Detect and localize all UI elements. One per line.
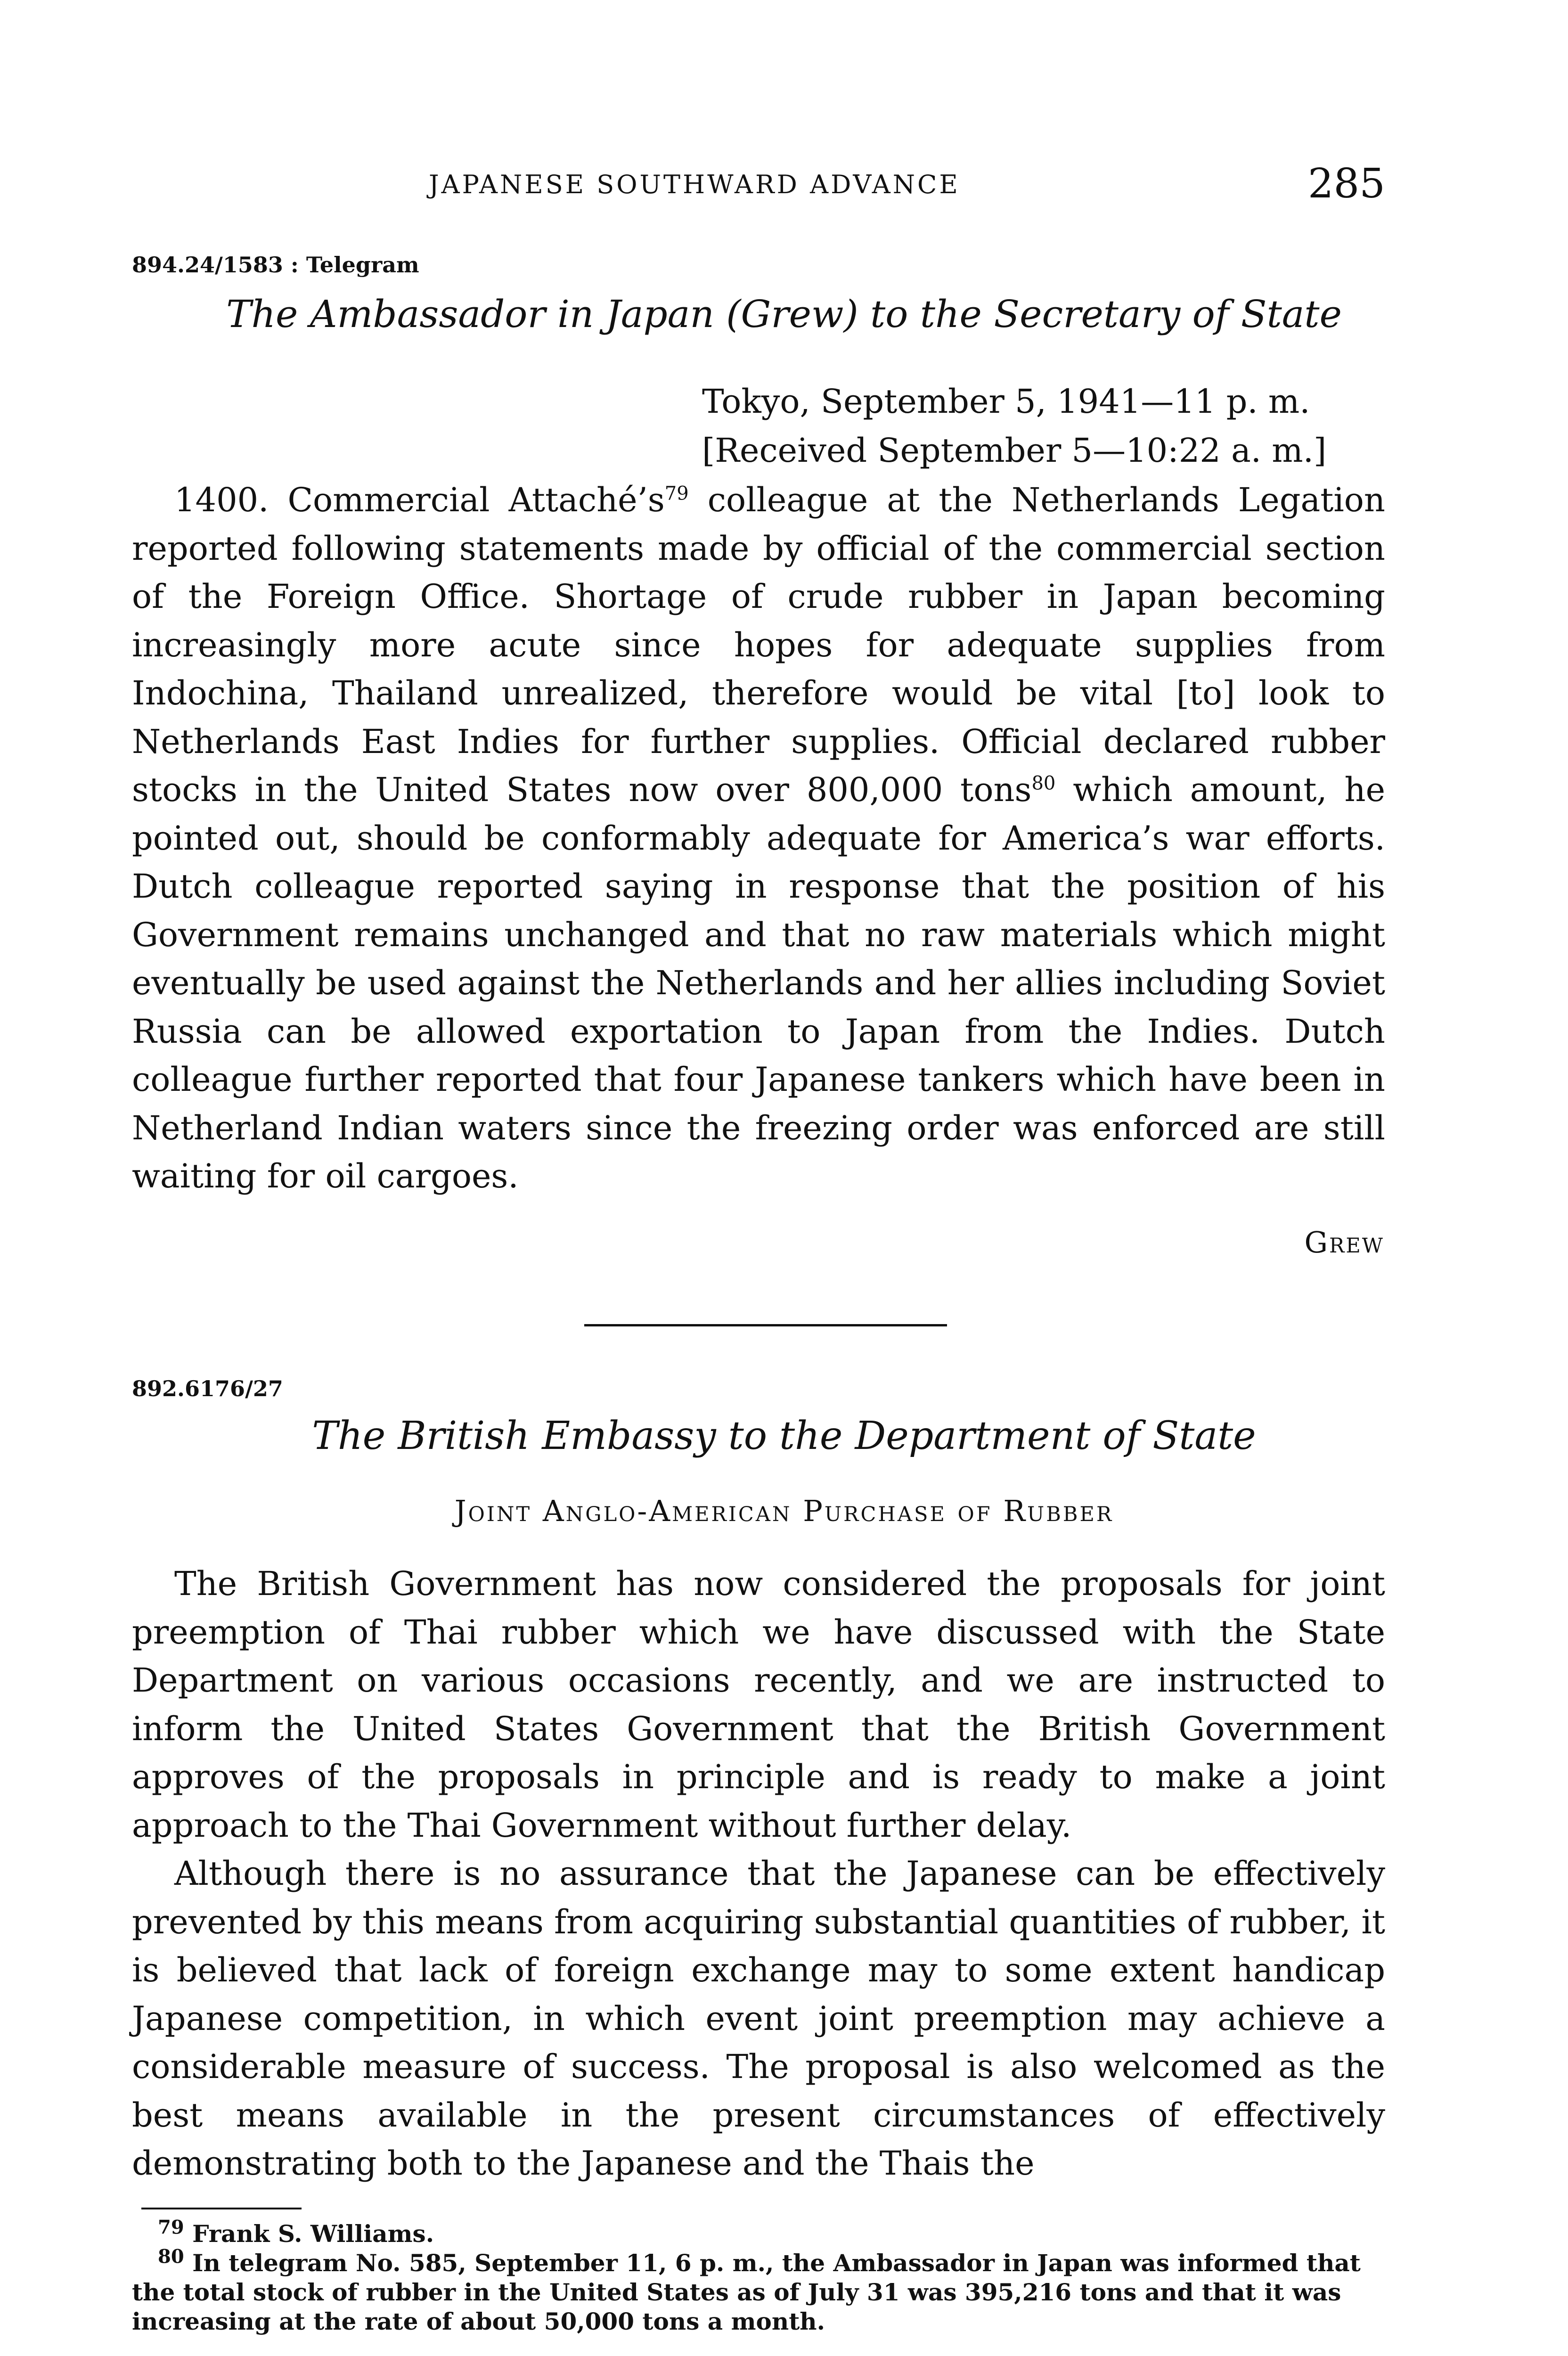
telegram-body [132, 476, 1385, 1201]
page-header [132, 160, 1385, 212]
footnote-80 [132, 2245, 1385, 2336]
body-paragraph-2: Although there is no assurance that the Japanese can be effectively prevented by this means from acquiring substantial quantities of rubber, it is believed that lack of foreign exchange may to some extent handicap Japanese competition, in which event joint preemption may achieve a considerable measure of success. The proposal is also welcomed as the best means available in the present circumstances of effectively demonstrating both to the Japanese and the Thais the [132, 1854, 1385, 2183]
footnote-marker: 79 [158, 2216, 184, 2239]
document-title-2: The British Embassy to the Department of State [312, 1414, 1256, 1458]
telegram-text-middle: colleague at the Netherlands Legation reported following statements made by official of the commercial section of the Foreign Office. Shortage of crude rubber in Japan becoming increasingly more acute since hopes for adequate supplies from Indochina, Thailand unrealized, therefore would be vital [to] look to Netherlands East Indies for further supplies. Official declared rubber stocks in the United States now over 800,000 tons [132, 481, 1385, 809]
section-divider [584, 1324, 947, 1326]
file-reference: 894.24/1583 : Telegram [132, 252, 419, 278]
footnote-marker: 80 [158, 2245, 184, 2268]
running-head: JAPANESE SOUTHWARD ADVANCE [429, 170, 960, 199]
page-number: 285 [1307, 160, 1385, 207]
dateline [702, 377, 1326, 475]
telegram-text-start: 1400. Commercial Attaché’s [174, 481, 665, 519]
signature: Grew [1304, 1225, 1384, 1260]
footnote-text: Frank S. Williams. [192, 2220, 434, 2248]
footnote-ref-80: 80 [1031, 772, 1056, 794]
footnote-79 [132, 2216, 1385, 2249]
dateline-sent: Tokyo, September 5, 1941—11 p. m. [702, 382, 1310, 421]
footnotes [132, 2216, 1385, 2336]
dateline-received: [Received September 5—10:22 a. m.] [702, 431, 1327, 470]
file-reference-2: 892.6176/27 [132, 1376, 283, 1401]
telegram-text-end: which amount, he pointed out, should be conformably adequate for America’s war efforts. Dutch colleague reported saying in response that the position of his Government remains unchanged and that no raw materials which might eventually be used against the Netherlands and her allies including Soviet Russia can be allowed exportation to Japan from the Indies. Dutch colleague further reported that four Japanese tankers which have been in Netherland Indian waters since the freezing order was enforced are still waiting for oil cargoes. [132, 770, 1385, 1195]
footnote-text: In telegram No. 585, September 11, 6 p. m., the Ambassador in Japan was informed that the total stock of rubber in the United States as of July 31 was 395,216 tons and that it was increasing at the rate of about 50,000 tons a month. [132, 2249, 1361, 2335]
footnote-ref-79: 79 [664, 483, 689, 505]
body-paragraph-1: The British Government has now considered the proposals for joint preemption of Thai rubber which we have discussed with the State Department on various occasions recently, and we are instructed to inform the United States Government that the British Government approves of the proposals in principle and is ready to make a joint approach to the Thai Government without further delay. [132, 1564, 1385, 1845]
document-subtitle: Joint Anglo-American Purchase of Rubber [454, 1494, 1114, 1528]
document-title: The Ambassador in Japan (Grew) to the Secretary of State [226, 292, 1342, 336]
footnote-rule [141, 2208, 302, 2209]
